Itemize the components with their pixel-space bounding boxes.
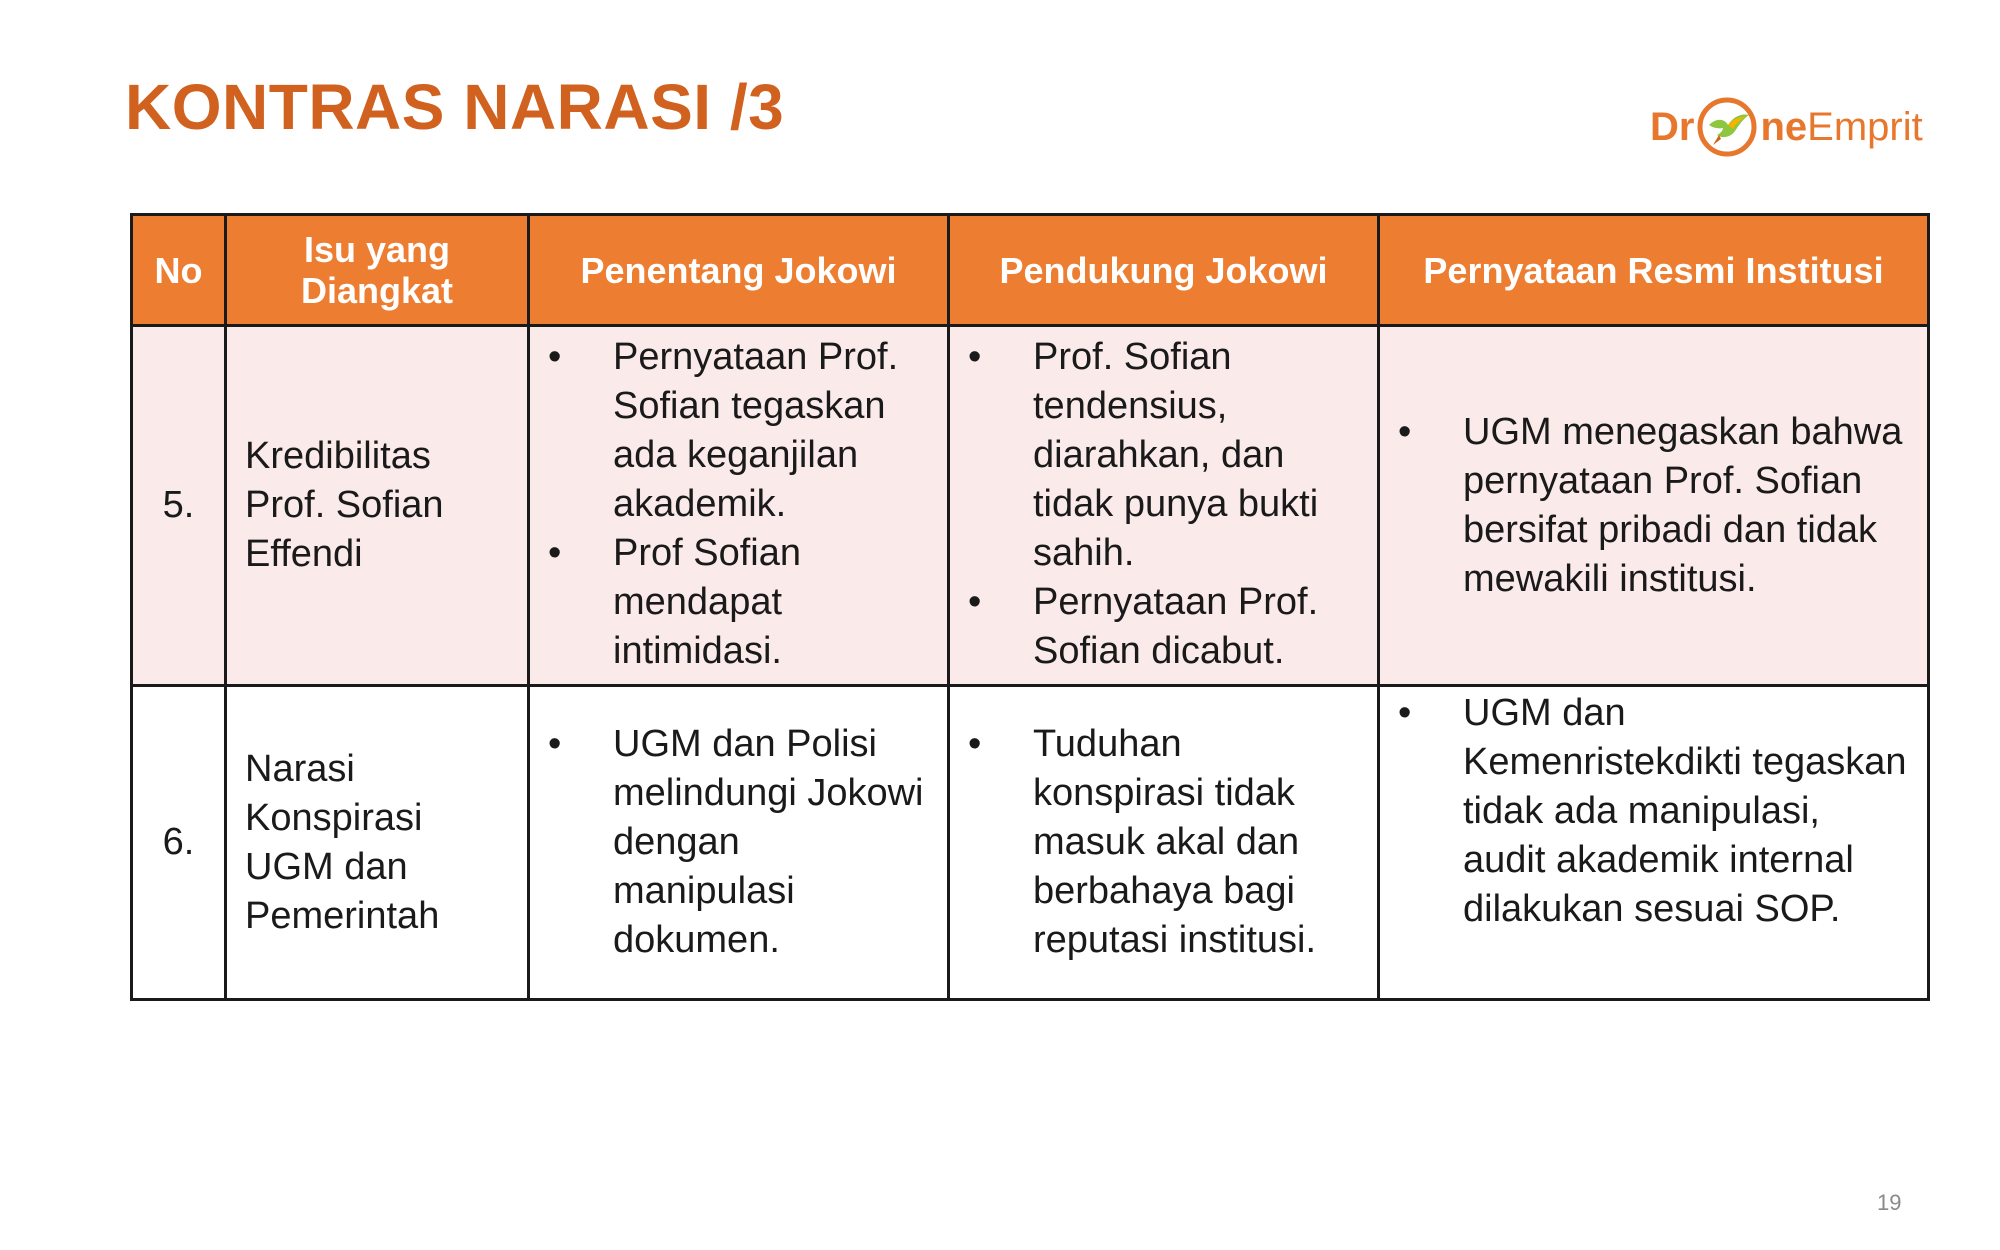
opponents-list (548, 720, 929, 965)
bullet-icon: • (548, 532, 562, 574)
list-item (548, 720, 929, 965)
bullet-icon: • (968, 336, 982, 378)
list-item-text: Tuduhan konspirasi tidak masuk akal dan berbahaya bagi reputasi institusi. (1033, 723, 1317, 961)
table-row (132, 686, 1929, 1000)
bird-icon (1695, 95, 1759, 159)
slide-title: KONTRAS NARASI /3 (125, 71, 785, 143)
list-item (968, 720, 1359, 965)
bullet-icon: • (548, 336, 562, 378)
supporters-cell (949, 686, 1379, 1000)
header-official: Pernyataan Resmi Institusi (1379, 215, 1929, 326)
logo-text-ne: ne (1760, 104, 1808, 149)
issue-cell: Narasi Konspirasi UGM dan Pemerintah (226, 686, 529, 1000)
header-supporters: Pendukung Jokowi (949, 215, 1379, 326)
list-item (548, 529, 929, 676)
table-header-row (132, 215, 1929, 326)
list-item-text: Prof. Sofian tendensius, diarahkan, dan tidak punya bukti sahih. (1033, 336, 1319, 574)
issue-cell: Kredibilitas Prof. Sofian Effendi (226, 326, 529, 686)
list-item-text: Pernyataan Prof. Sofian tegaskan ada keganjilan akademik. (613, 336, 899, 525)
logo-text-dr: Dr (1650, 104, 1695, 149)
official-cell (1379, 686, 1929, 1000)
opponents-cell (529, 326, 949, 686)
opponents-cell (529, 686, 949, 1000)
list-item (968, 578, 1359, 676)
official-cell (1379, 326, 1929, 686)
narrative-contrast-table (130, 213, 1930, 1001)
list-item (548, 333, 929, 529)
bullet-icon: • (968, 723, 982, 765)
bullet-icon: • (1398, 410, 1412, 453)
list-item (968, 333, 1359, 578)
supporters-list (968, 333, 1359, 676)
list-item-text: UGM menegaskan bahwa pernyataan Prof. Sofian bersifat pribadi dan tidak mewakili institusi. (1463, 410, 1903, 600)
bullet-icon: • (968, 581, 982, 623)
table-row (132, 326, 1929, 686)
bullet-icon: • (1398, 692, 1412, 734)
header-opponents: Penentang Jokowi (529, 215, 949, 326)
logo-text-emprit: Emprit (1807, 104, 1923, 149)
official-list (1398, 408, 1909, 604)
bullet-icon: • (548, 723, 562, 765)
supporters-list (968, 720, 1359, 965)
header-issue: Isu yang Diangkat (226, 215, 529, 326)
list-item-text: Prof Sofian mendapat intimidasi. (613, 532, 801, 672)
row-number: 6. (132, 686, 226, 1000)
list-item-text: UGM dan Kemenristekdikti tegaskan tidak ada manipulasi, audit akademik internal dilakukan sesuai SOP. (1463, 692, 1907, 930)
official-list (1398, 689, 1909, 934)
list-item (1398, 689, 1909, 934)
drone-emprit-logo (1650, 92, 1923, 162)
header-no: No (132, 215, 226, 326)
list-item (1398, 408, 1909, 604)
opponents-list (548, 333, 929, 676)
supporters-cell (949, 326, 1379, 686)
page-number: 19 (1877, 1190, 1902, 1215)
row-number: 5. (132, 326, 226, 686)
list-item-text: UGM dan Polisi melindungi Jokowi dengan manipulasi dokumen. (613, 723, 924, 961)
list-item-text: Pernyataan Prof. Sofian dicabut. (1033, 581, 1319, 672)
